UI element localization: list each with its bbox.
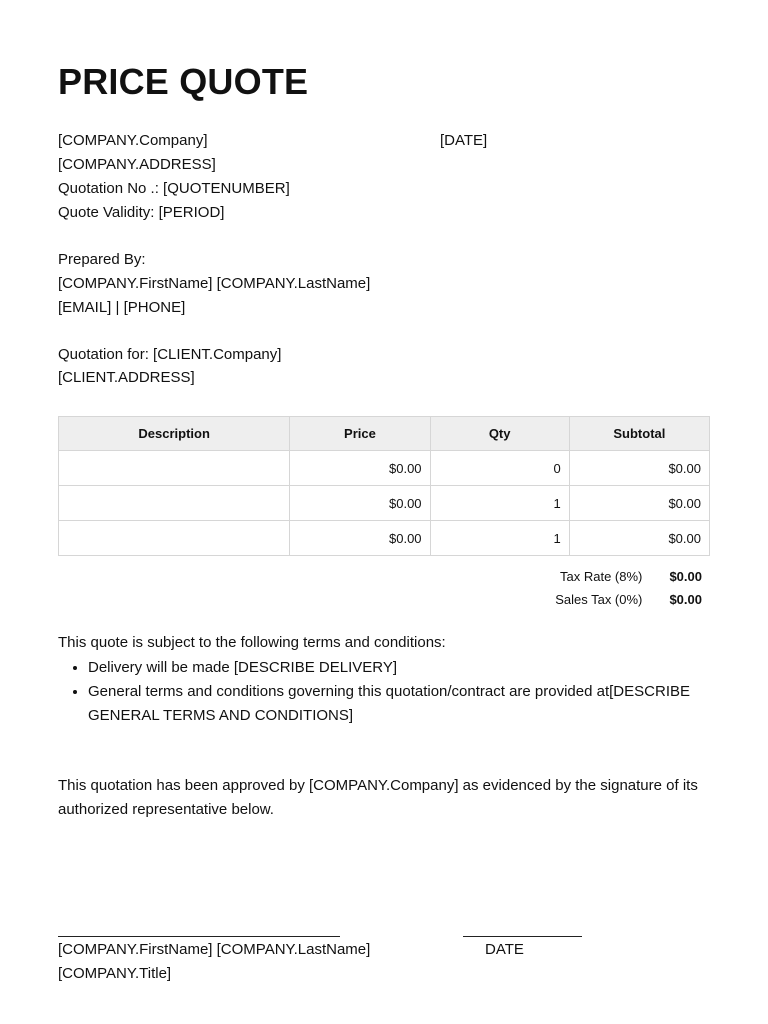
signer-title: [COMPANY.Title] xyxy=(58,965,172,982)
sales-tax-value: $0.00 xyxy=(669,592,702,607)
cell-description xyxy=(59,486,290,521)
prepared-by-contact: [EMAIL] | [PHONE] xyxy=(58,299,186,316)
line-items-table xyxy=(58,416,710,556)
list-item: • Delivery will be made [DESCRIBE DELIVERY] xyxy=(88,656,708,680)
cell-price: $0.00 xyxy=(290,521,430,556)
sales-tax-row xyxy=(555,591,702,609)
cell-subtotal: $0.00 xyxy=(569,521,709,556)
cell-qty: 0 xyxy=(430,451,569,486)
header-subtotal: Subtotal xyxy=(569,417,709,451)
prepared-by-name: [COMPANY.FirstName] [COMPANY.LastName] xyxy=(58,275,371,292)
client-address: [CLIENT.ADDRESS] xyxy=(58,369,195,386)
signature-line xyxy=(58,936,340,937)
cell-subtotal: $0.00 xyxy=(569,486,709,521)
company-name: [COMPANY.Company] xyxy=(58,132,208,149)
date-line xyxy=(463,936,582,937)
quotation-for: Quotation for: [CLIENT.Company] xyxy=(58,346,282,363)
terms-intro: This quote is subject to the following terms and conditions: xyxy=(58,634,446,651)
terms-list xyxy=(58,656,708,728)
cell-qty: 1 xyxy=(430,486,569,521)
header-description: Description xyxy=(59,417,290,451)
prepared-by-label: Prepared By: xyxy=(58,251,146,268)
cell-description xyxy=(59,521,290,556)
table-row xyxy=(59,486,710,521)
header-price: Price xyxy=(290,417,430,451)
table-row xyxy=(59,451,710,486)
cell-subtotal: $0.00 xyxy=(569,451,709,486)
approval-statement: This quotation has been approved by [COMPANY.Company] as evidenced by the signature of its authorized representative below. xyxy=(58,777,698,818)
signer-name: [COMPANY.FirstName] [COMPANY.LastName] xyxy=(58,941,371,958)
page-title: PRICE QUOTE xyxy=(58,61,309,102)
list-item: • General terms and conditions governing this quotation/contract are provided at[DESCRIBE GENERAL TERMS AND CONDITIONS] xyxy=(88,680,708,728)
company-address: [COMPANY.ADDRESS] xyxy=(58,156,216,173)
table-row xyxy=(59,521,710,556)
table-header-row xyxy=(59,417,710,451)
quote-validity: Quote Validity: [PERIOD] xyxy=(58,204,225,221)
cell-price: $0.00 xyxy=(290,451,430,486)
quote-date: [DATE] xyxy=(440,132,488,149)
cell-price: $0.00 xyxy=(290,486,430,521)
tax-rate-value: $0.00 xyxy=(669,569,702,584)
signature-date-label: DATE xyxy=(485,941,524,958)
cell-description xyxy=(59,451,290,486)
cell-qty: 1 xyxy=(430,521,569,556)
sales-tax-label: Sales Tax (0%) xyxy=(555,592,643,607)
tax-rate-label: Tax Rate (8%) xyxy=(560,569,643,584)
header-qty: Qty xyxy=(430,417,569,451)
quotation-number: Quotation No .: [QUOTENUMBER] xyxy=(58,180,290,197)
tax-rate-row xyxy=(560,568,702,586)
